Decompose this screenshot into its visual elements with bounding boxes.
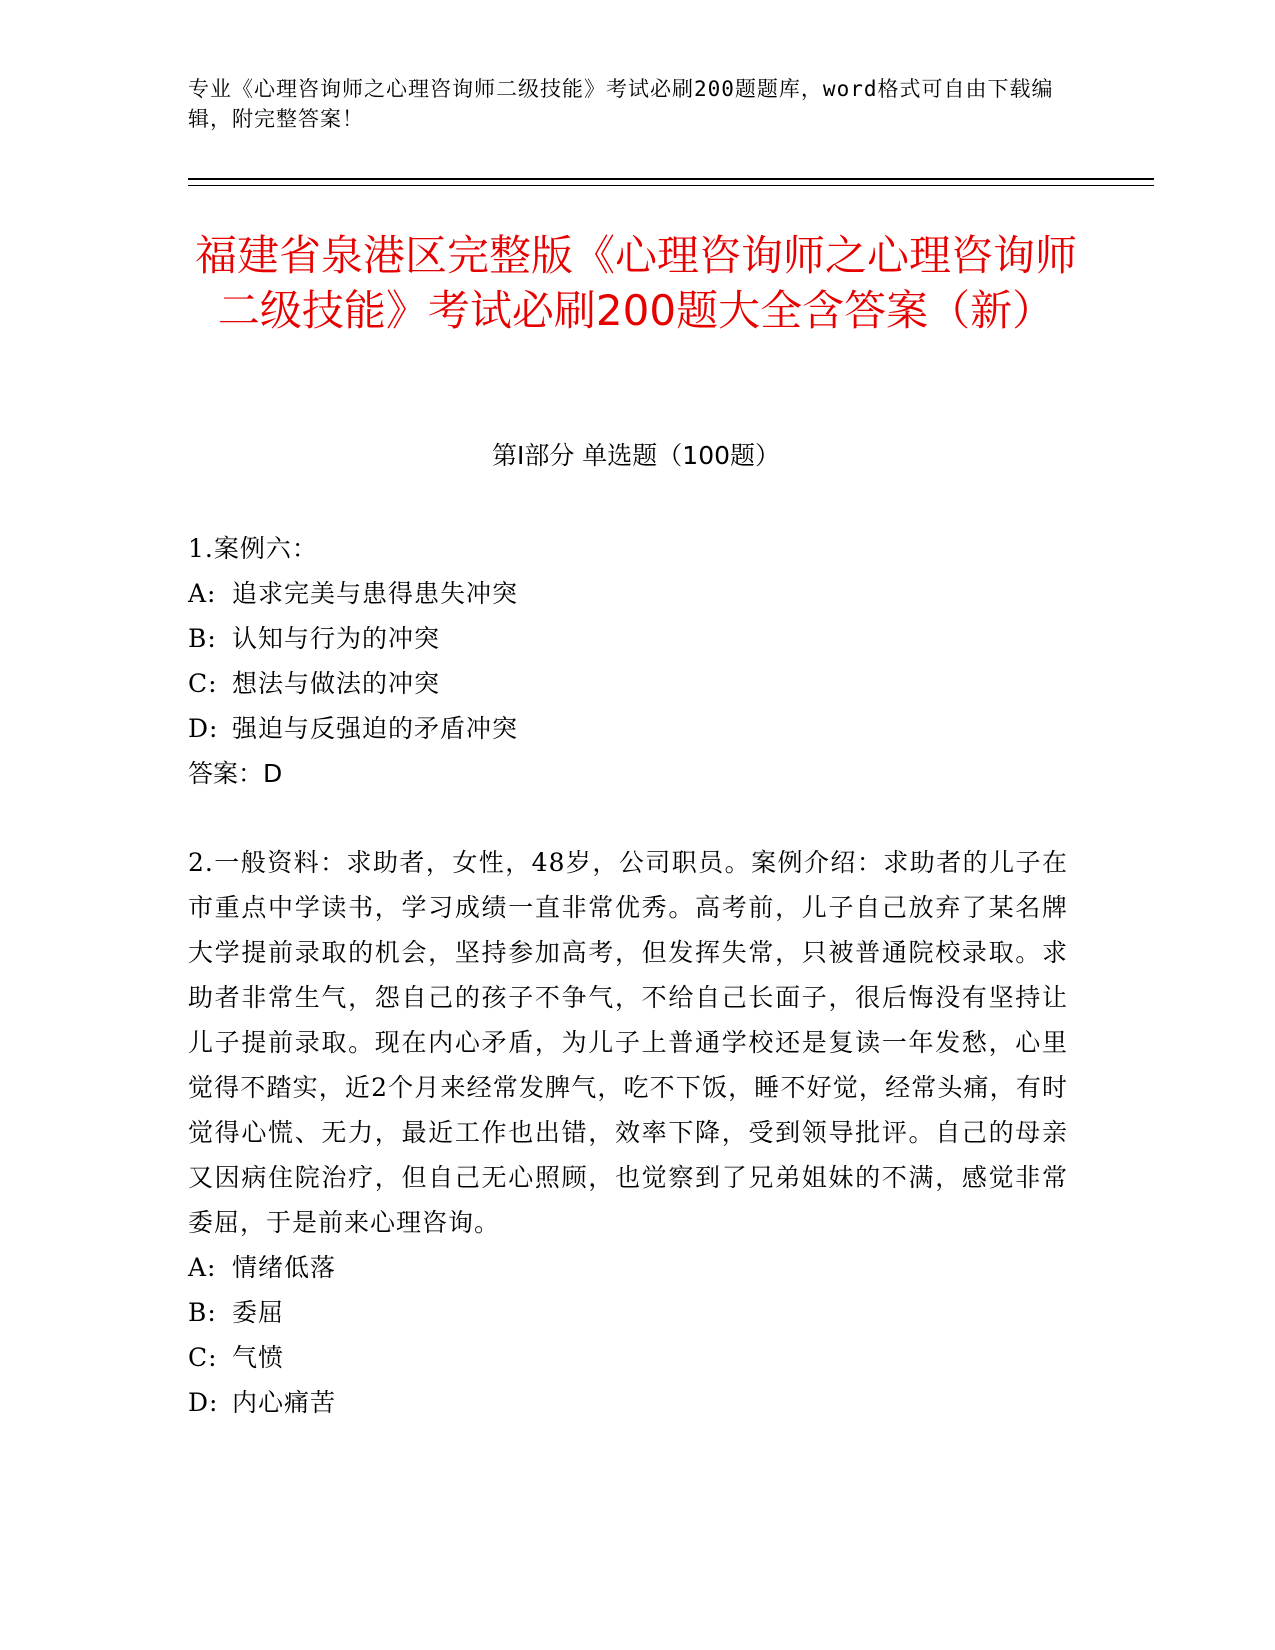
option-c	[188, 1335, 1068, 1380]
option-d	[188, 706, 1068, 751]
option-text: 追求完美与患得患失冲突	[232, 579, 519, 608]
option-key: A:	[188, 1253, 217, 1282]
option-b	[188, 616, 1068, 661]
option-key: C:	[188, 1343, 218, 1372]
option-text: 强迫与反强迫的矛盾冲突	[232, 714, 519, 743]
header-rule-thick	[188, 178, 1154, 180]
option-text: 气愤	[232, 1343, 285, 1372]
option-b	[188, 1290, 1068, 1335]
option-key: B:	[188, 1298, 217, 1327]
question-stem: 1.案例六：	[188, 534, 318, 563]
option-a	[188, 1245, 1068, 1290]
question-stem: 2.一般资料：求助者，女性，48岁，公司职员。案例介绍：求助者的儿子在市重点中学读书，学习成绩一直非常优秀。高考前，儿子自己放弃了某名牌大学提前录取的机会，坚持参加高考，但发挥失常，只被普通院校录取。求助者非常生气，怨自己的孩子不争气，不给自己长面子，很后悔没有坚持让儿子提前录取。现在内心矛盾，为儿子上普通学校还是复读一年发愁，心里觉得不踏实，近2个月来经常发脾气，吃不下饭，睡不好觉，经常头痛，有时觉得心慌、无力，最近工作也出错，效率下降，受到领导批评。自己的母亲又因病住院治疗，但自己无心照顾，也觉察到了兄弟姐妹的不满，感觉非常委屈，于是前来心理咨询。	[188, 848, 1068, 1237]
option-key: D:	[188, 1388, 219, 1417]
option-key: C:	[188, 669, 218, 698]
option-text: 内心痛苦	[232, 1388, 337, 1417]
question-2	[188, 840, 1068, 1425]
option-text: 想法与做法的冲突	[232, 669, 441, 698]
option-text: 委屈	[232, 1298, 285, 1327]
header-rule-thin	[188, 185, 1154, 186]
section-title: 第Ⅰ部分 单选题（100题）	[491, 441, 781, 470]
answer: 答案：D	[188, 759, 283, 788]
document-title: 福建省泉港区完整版《心理咨询师之心理咨询师二级技能》考试必刷200题大全含答案（新）	[194, 231, 1077, 335]
question-1	[188, 526, 1068, 796]
option-text: 认知与行为的冲突	[232, 624, 441, 653]
option-text: 情绪低落	[232, 1253, 337, 1282]
option-c	[188, 661, 1068, 706]
option-key: D:	[188, 714, 219, 743]
option-d	[188, 1380, 1068, 1425]
header-note: 专业《心理咨询师之心理咨询师二级技能》考试必刷200题题库，word格式可自由下载编辑，附完整答案！	[188, 77, 1054, 131]
option-a	[188, 571, 1068, 616]
option-key: A:	[188, 579, 217, 608]
option-key: B:	[188, 624, 217, 653]
